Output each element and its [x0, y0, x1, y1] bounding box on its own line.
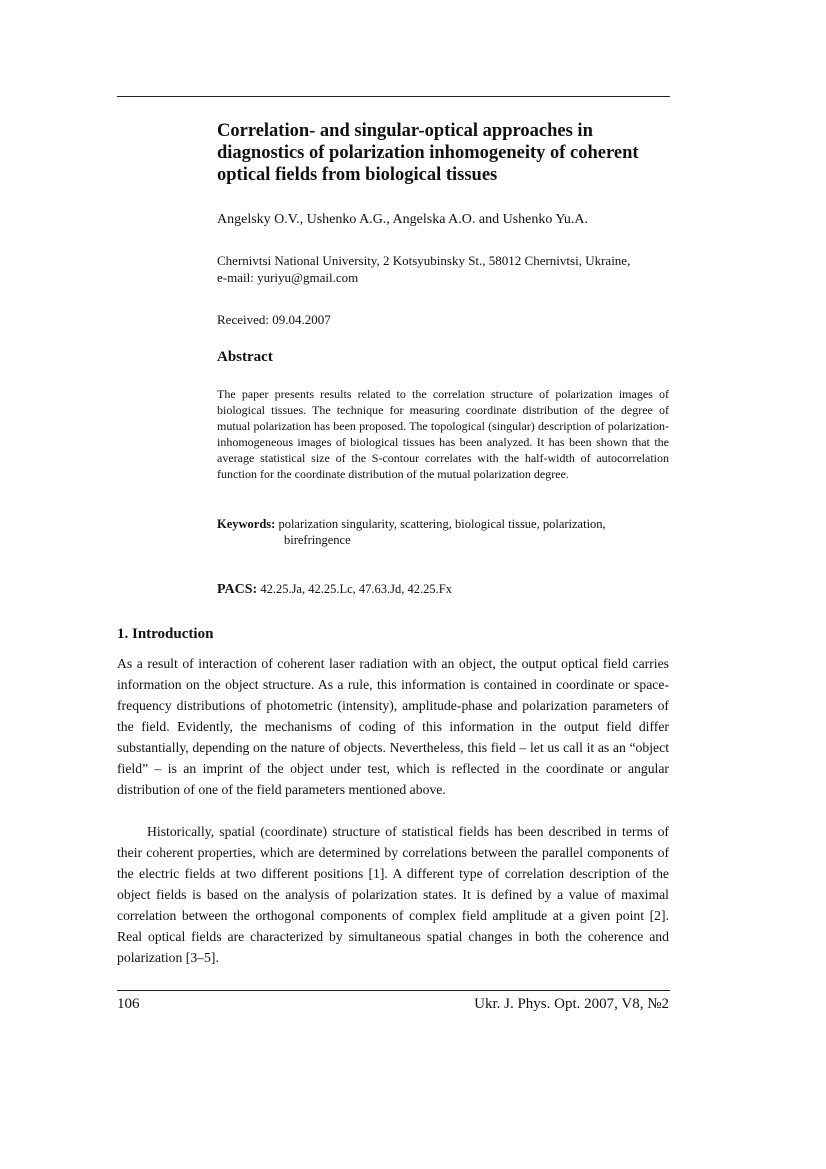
affiliation-line: Chernivtsi National University, 2 Kotsyubinsky St., 58012 Chernivtsi, Ukraine, — [217, 253, 631, 268]
keywords — [217, 516, 606, 547]
intro-paragraph: As a result of interaction of coherent laser radiation with an object, the output optical field carries information on the object structure. As a rule, this information is contained in coordinate or space-frequency distributions of photometric (intensity), amplitude-phase and polarization parameters of the field. Evidently, the mechanisms of coding of this information in the output field differ substantially, depending on the nature of objects. Nevertheless, this field – let us call it as an “object field” – is an imprint of the object under test, which is reflected in the coordinate or angular distribution of one of the field parameters mentioned above. — [117, 656, 669, 797]
page-number: 106 — [117, 996, 140, 1012]
affiliation-email: e-mail: yuriyu@gmail.com — [217, 270, 359, 285]
pacs-codes: 42.25.Ja, 42.25.Lc, 47.63.Jd, 42.25.Fx — [257, 582, 452, 596]
pacs-label: PACS: — [217, 582, 258, 597]
affiliation — [217, 252, 677, 286]
keywords-line-2: birefringence — [284, 533, 351, 547]
pacs — [217, 581, 452, 598]
footer-rule — [117, 990, 670, 991]
keywords-line-1: polarization singularity, scattering, biological tissue, polarization, — [275, 517, 606, 531]
paper-title — [217, 120, 677, 186]
keywords-label: Keywords: — [217, 517, 276, 531]
received-date: Received: 09.04.2007 — [217, 312, 331, 327]
title-line: diagnostics of polarization inhomogeneity of coherent — [217, 143, 639, 163]
intro-paragraph: Historically, spatial (coordinate) structure of statistical fields has been described in terms of their coherent properties, which are determined by correlations between the parallel components of the electric fields at two different positions [1]. A different type of correlation description of the object fields is based on the analysis of polarization states. It is defined by a value of maximal correlation between the orthogonal components of complex field amplitude at a given point [2]. Real optical fields are characterized by simultaneous spatial changes in both the coherence and polarization [3–5]. — [117, 824, 669, 965]
authors: Angelsky O.V., Ushenko A.G., Angelska A.O. and Ushenko Yu.A. — [217, 212, 588, 227]
journal-citation: Ukr. J. Phys. Opt. 2007, V8, №2 — [474, 996, 669, 1012]
abstract-text: The paper presents results related to the correlation structure of polarization images of biological tissues. The technique for measuring coordinate distribution of the degree of mutual polarization has been proposed. The topological (singular) description of polarization-inhomogeneous images of biological tissues has been analyzed. It has been shown that the average statistical size of the S-contour correlates with the half-width of autocorrelation function for the coordinate distribution of the mutual polarization degree. — [217, 387, 669, 481]
title-line: Correlation- and singular-optical approaches in — [217, 121, 593, 141]
section-heading-introduction: 1. Introduction — [117, 626, 214, 642]
header-rule — [117, 96, 670, 97]
title-line: optical fields from biological tissues — [217, 165, 498, 185]
abstract-heading: Abstract — [217, 349, 273, 365]
